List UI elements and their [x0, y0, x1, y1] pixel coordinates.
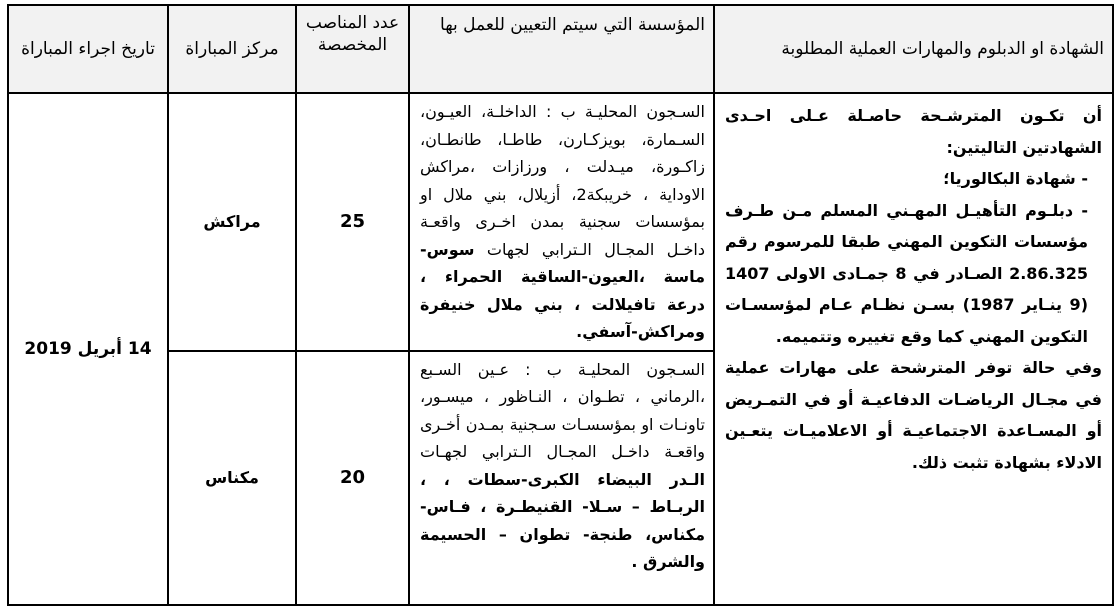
institution-cell [409, 93, 714, 351]
header-institution-text: المؤسسة التي سيتم التعيين للعمل بها [440, 15, 705, 35]
header-center [168, 5, 296, 93]
center-cell: مكناس [168, 351, 296, 606]
positions-cell: 25 [296, 93, 409, 351]
requirements-extra: وفي حالة توفر المترشحة على مهارات عملية في مجـال الرياضـات الدفاعيـة أو في التمـريض أو المسـاعدة الاجتماعيـة أو الاعلاميـات يتعـين الادلاء بشهادة تثبت ذلك. [725, 358, 1102, 472]
header-date [8, 5, 168, 93]
header-center-text: مركز المباراة [185, 39, 279, 59]
recruitment-table [7, 4, 1114, 606]
header-date-text: تاريخ اجراء المباراة [21, 39, 155, 59]
table-row [8, 93, 1113, 351]
center-cell: مراكش [168, 93, 296, 351]
header-positions [296, 5, 409, 93]
requirements-item-2: - دبلـوم التأهيـل المهـني المسلم مـن طـرف مؤسسات التكوين المهني طبقا للمرسوم رقم 2.86.325 الصـادر في 8 جمـادى الاولى 1407 (9 ينـاير 1987) بسـن نظـام عـام لمؤسسـات التكوين المهني كما وقع تغييره وتتميمه. [725, 200, 1089, 346]
requirements-intro: أن تكـون المترشـحة حاصـلة عـلى احـدى الشهادتين التاليتين: [725, 106, 1102, 157]
date-cell: 14 أبريل 2019 [8, 93, 168, 605]
header-row [8, 5, 1113, 93]
requirements-item-1: - شهادة البكالوريا؛ [943, 169, 1088, 188]
institution-regions: سوس-ماسة ،العيون-الساقية الحمراء ، درعة تافيلالت ، بني ملال خنيفرة ومراكش-آسفي. [420, 239, 705, 341]
header-positions-text: عدد المناصب المخصصة [305, 13, 400, 55]
positions-cell: 20 [296, 351, 409, 606]
header-requirements-text: الشهادة او الدبلوم والمهارات العملية المطلوبة [781, 39, 1104, 59]
institution-cell [409, 351, 714, 606]
institution-text: السـجون المحليـة ب : الداخلـة، العيـون، السـمارة، بويزكـارن، طاطـا، طانطـان، زاكـورة، ميـدلت ، ورزازات ،مراكش الاوداية ، خريبكة2، أزيلال، بني ملال او بمؤسسات سجنية بمدن اخـرى واقعـة داخـل المجـال الـترابي لجهات [420, 102, 705, 259]
institution-regions: الـدر البيضاء الكبرى-سطات ، ، الربـاط – سـلا- القنيطـرة ، فـاس- مكناس، طنجة- تطوان – الحسيمة والشرق . [420, 469, 705, 571]
requirements-cell [714, 93, 1113, 605]
header-institution [409, 5, 714, 93]
header-requirements [714, 5, 1113, 93]
institution-text: السـجون المحليـة ب : عـين السـبع ،الرماني ، تطـوان ، النـاظور ، ميسـور، تاونـات او بمؤسسـات سـجنية بمـدن أخـرى واقعـة داخـل المجـال الـترابي لجهـات [420, 359, 705, 461]
